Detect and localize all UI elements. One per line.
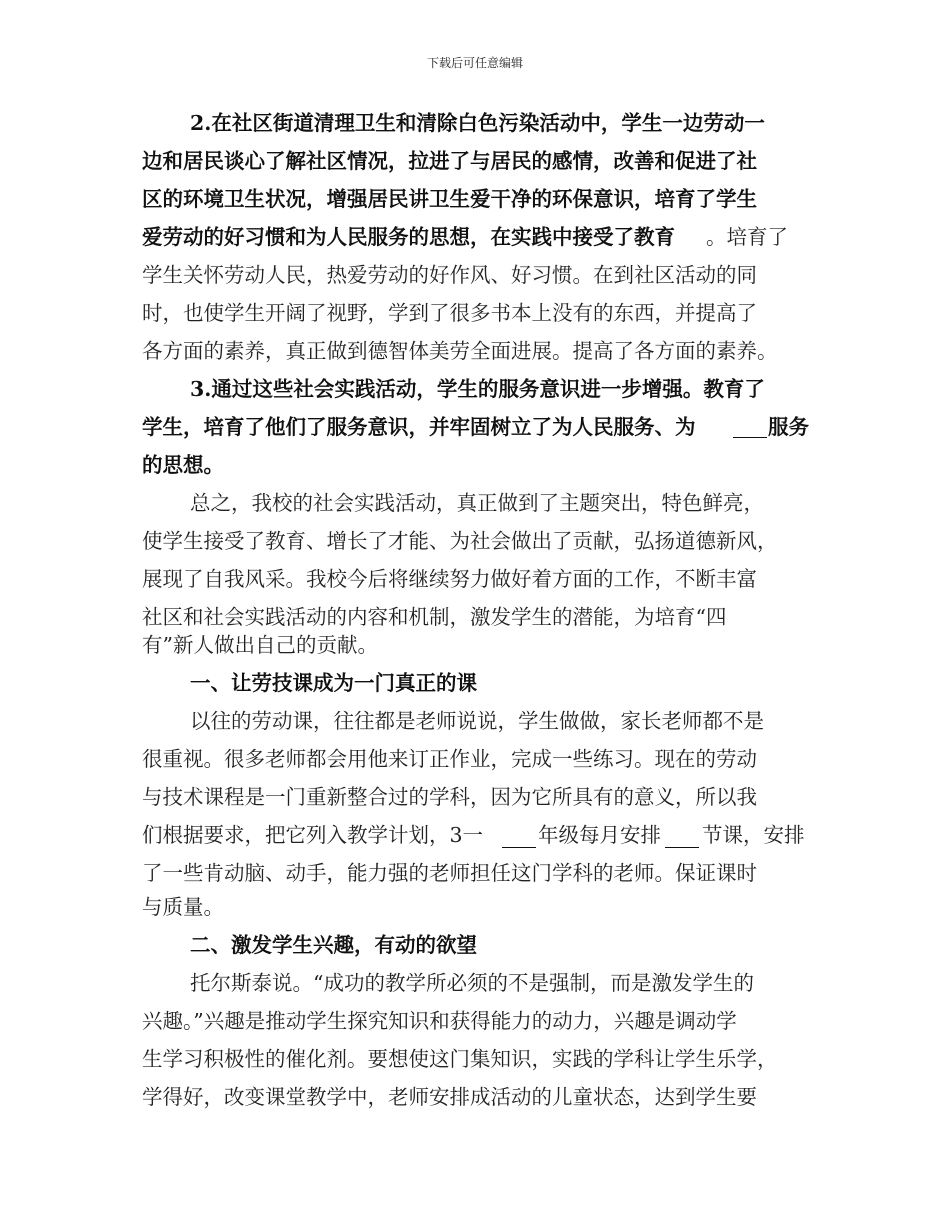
p2-line-2a: 学生，培育了他们了服务意识，并牢固树立了为人民服务、为 <box>142 415 696 439</box>
text-line <box>0 179 950 219</box>
text-line <box>0 815 950 855</box>
text-line <box>0 217 950 257</box>
p1-line-1: 2.在社区街道清理卫生和清除白色污染活动中，学生一边劳动一 <box>190 111 765 135</box>
text-line <box>0 887 950 927</box>
text-line <box>0 777 950 817</box>
header-note: 下载后可任意编辑 <box>426 56 523 70</box>
text-line <box>0 445 950 485</box>
p3-line-2: 使学生接受了教育、增长了才能、为社会做出了贡献，弘扬道德新风， <box>142 529 778 553</box>
p4-line-4c: 节课，安排 <box>702 823 805 847</box>
p2-line-1: 3.通过这些社会实践活动，学生的服务意识进一步增强。教育了 <box>190 377 765 401</box>
p3-line-4: 社区和社会实践活动的内容和机制，激发学生的潜能，为培育“四 <box>142 605 727 629</box>
p1-line-4-bold: 爱劳动的好习惯和为人民服务的思想，在实践中接受了教育 <box>142 225 675 249</box>
p5-line-2: 兴趣。”兴趣是推动学生探究知识和获得能力的动力，兴趣是调动学 <box>142 1009 737 1033</box>
p4-line-4b: 年级每月安排 <box>538 823 661 847</box>
p5-line-3: 生学习积极性的催化剂。要想使这门集知识，实践的学科让学生乐学， <box>142 1047 778 1071</box>
p1-line-3: 区的环境卫生状况，增强居民讲卫生爱干净的环保意识，培育了学生 <box>142 187 757 211</box>
text-line <box>0 293 950 333</box>
text-line <box>0 369 950 409</box>
text-line <box>0 1039 950 1079</box>
text-line <box>0 925 950 965</box>
p4-line-1: 以往的劳动课，往往都是老师说说，学生做做，家长老师都不是 <box>190 709 764 733</box>
text-line <box>0 141 950 181</box>
p1-line-4-rest: 。培育了 <box>706 225 788 249</box>
p3-line-1: 总之，我校的社会实践活动，真正做到了主题突出，特色鲜亮， <box>190 491 764 515</box>
text-line <box>0 559 950 599</box>
p5-line-4: 学得好，改变课堂教学中，老师安排成活动的儿童状态，达到学生要 <box>142 1085 757 1109</box>
text-line <box>0 963 950 1003</box>
text-line <box>0 255 950 295</box>
p5-line-1: 托尔斯泰说。“成功的教学所必须的不是强制，而是激发学生的 <box>190 971 754 995</box>
p3-line-3: 展现了自我风采。我校今后将继续努力做好着方面的工作，不断丰富 <box>142 567 757 591</box>
blank-underline <box>665 821 699 848</box>
text-line <box>0 663 950 703</box>
p1-line-5: 学生关怀劳动人民，热爱劳动的好作风、好习惯。在到社区活动的同 <box>142 263 757 287</box>
text-line <box>0 1077 950 1117</box>
p4-line-6: 与质量。 <box>142 895 224 919</box>
p3-line-5: 有”新人做出自己的贡献。 <box>142 633 378 657</box>
section-heading-2: 二、激发学生兴趣，有动的欲望 <box>190 933 477 957</box>
text-line <box>0 521 950 561</box>
p2-line-3: 的思想。 <box>142 453 224 477</box>
text-line <box>0 103 950 143</box>
p4-line-2: 很重视。很多老师都会用他来订正作业，完成一些练习。现在的劳动 <box>142 747 757 771</box>
p4-line-3: 与技术课程是一门重新整合过的学科，因为它所具有的意义，所以我 <box>142 785 757 809</box>
text-line <box>0 483 950 523</box>
blank-underline <box>733 411 767 438</box>
p4-line-4a: 们根据要求，把它列入教学计划，3一 <box>142 823 484 847</box>
text-line <box>0 1001 950 1041</box>
p1-line-7: 各方面的素养，真正做到德智体美劳全面进展。提高了各方面的素养。 <box>142 339 778 363</box>
section-heading-1: 一、让劳技课成为一门真正的课 <box>190 671 477 695</box>
text-line <box>0 331 950 371</box>
text-line <box>0 739 950 779</box>
p1-line-6: 时，也使学生开阔了视野，学到了很多书本上没有的东西，并提高了 <box>142 301 757 325</box>
blank-underline <box>502 821 536 848</box>
p2-line-2b: 服务 <box>768 415 809 439</box>
p4-line-5: 了一些肯动脑、动手，能力强的老师担任这门学科的老师。保证课时 <box>142 861 757 885</box>
p1-line-2: 边和居民谈心了解社区情况，拉进了与居民的感情，改善和促进了社 <box>142 149 757 173</box>
text-line <box>0 701 950 741</box>
text-line <box>0 625 950 665</box>
text-line <box>0 407 950 447</box>
